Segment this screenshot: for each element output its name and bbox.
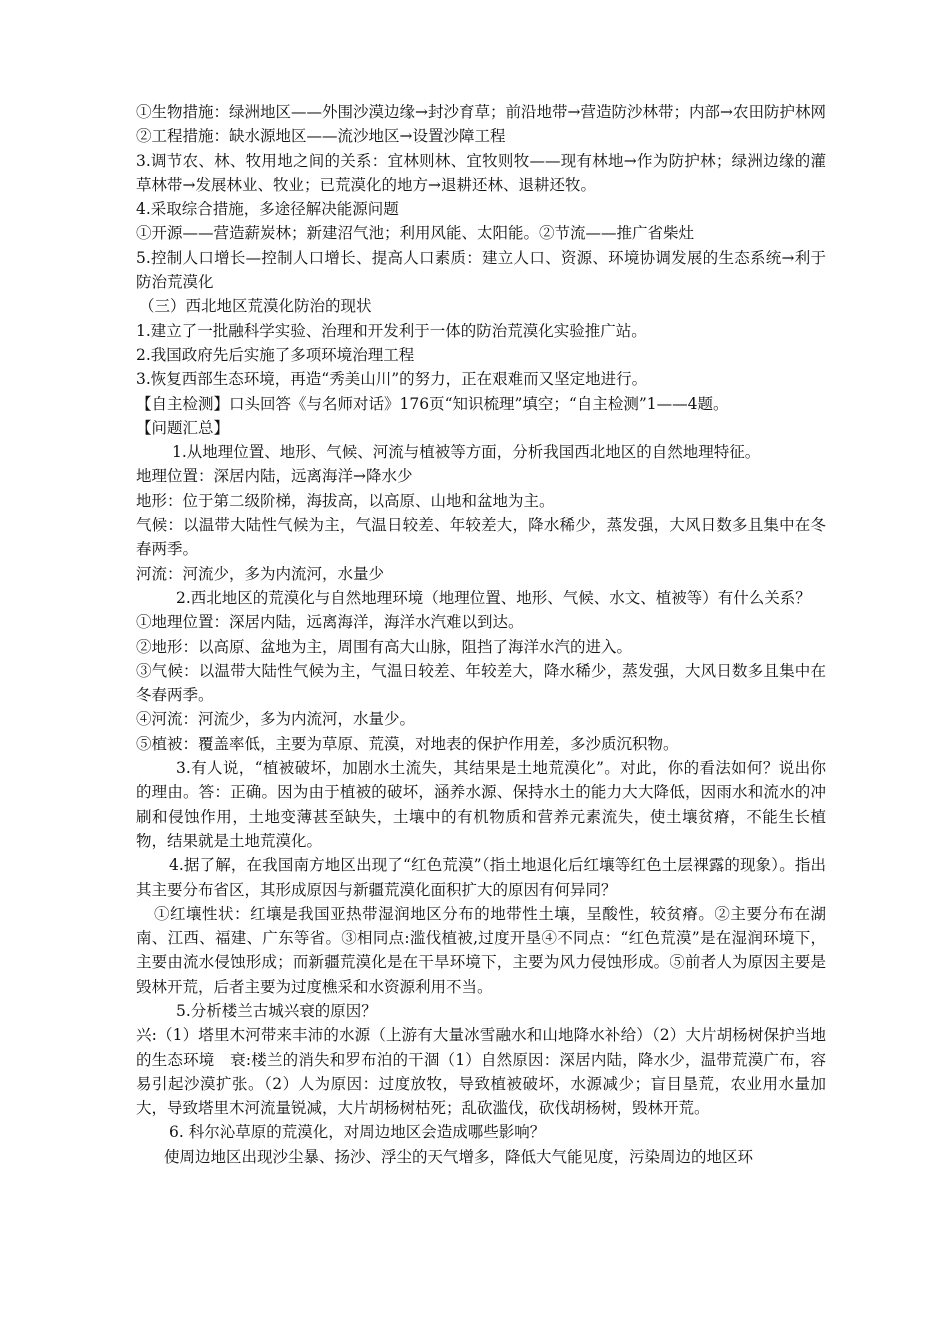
paragraph-3: 4.采取综合措施，多途径解决能源问题 (136, 200, 399, 219)
paragraph-25: ①红壤性状：红壤是我国亚热带湿润地区分布的地带性土壤，呈酸性，较贫瘠。②主要分布在湖南、江西、福建、广东等省。③相同点:滥伐植被,过度开垦④不同点：“红色荒漠”是在湿润环境下，主要由流水侵蚀形成；而新疆荒漠化是在干旱环境下，主要为风力侵蚀形成。⑤前者人为原因主要是毁林开荒，后者主要为过度樵采和水资源利用不当。 (136, 904, 826, 996)
paragraph-8: 2.我国政府先后实施了多项环境治理工程 (136, 345, 415, 364)
paragraph-10: 【自主检测】口头回答《与名师对话》176页“知识梳理”填空；“自主检测”1——4题。 (136, 394, 729, 413)
paragraph-4: ①开源——营造薪炭林；新建沼气池；利用风能、太阳能。②节流——推广省柴灶 (136, 224, 695, 243)
paragraph-24: 4.据了解，在我国南方地区出现了“红色荒漠”（指土地退化后红壤等红色土层裸露的现象）。指出其主要分布省区，其形成原因与新疆荒漠化面积扩大的原因有何异同？ (136, 856, 826, 899)
paragraph-19: ②地形：以高原、盆地为主，周围有高大山脉，阻挡了海洋水汽的进入。 (136, 637, 633, 656)
paragraph-29: 使周边地区出现沙尘暴、扬沙、浮尘的天气增多，降低大气能见度，污染周边的地区环 (164, 1147, 754, 1166)
paragraph-12: 1.从地理位置、地形、气候、河流与植被等方面，分析我国西北地区的自然地理特征。 (172, 443, 761, 462)
paragraph-1: ①生物措施：绿洲地区——外围沙漠边缘→封沙育草；前沿地带→营造防沙林带；内部→农田防护林网②工程措施：缺水源地区——流沙地区→设置沙障工程 (136, 103, 826, 146)
paragraph-18: ①地理位置：深居内陆，远离海洋，海洋水汽难以到达。 (136, 613, 524, 632)
paragraph-16: 河流：河流少，多为内流河，水量少 (136, 564, 385, 583)
paragraph-7: 1.建立了一批融科学实验、治理和开发利于一体的防治荒漠化实验推广站。 (136, 321, 647, 340)
paragraph-2: 3.调节农、林、牧用地之间的关系：宜林则林、宜牧则牧——现有林地→作为防护林；绿洲边缘的灌草林带→发展林业、牧业；已荒漠化的地方→退耕还林、退耕还牧。 (136, 151, 826, 194)
paragraph-9: 3.恢复西部生态环境，再造“秀美山川”的努力，正在艰难而又坚定地进行。 (136, 370, 648, 389)
paragraph-28: 6. 科尔沁草原的荒漠化，对周边地区会造成哪些影响？ (169, 1123, 546, 1142)
document-body (136, 100, 826, 1169)
paragraph-15: 气候：以温带大陆性气候为主，气温日较差、年较差大，降水稀少，蒸发强，大风日数多且集中在冬春两季。 (136, 516, 826, 559)
paragraph-22: ⑤植被：覆盖率低，主要为草原、荒漠，对地表的保护作用差，多沙质沉积物。 (136, 734, 679, 753)
paragraph-6: （三）西北地区荒漠化防治的现状 (139, 297, 372, 316)
paragraph-17: 2.西北地区的荒漠化与自然地理环境（地理位置、地形、气候、水文、植被等）有什么关系？ (176, 588, 811, 607)
paragraph-26: 5.分析楼兰古城兴衰的原因？ (176, 1001, 377, 1020)
paragraph-20: ③气候：以温带大陆性气候为主，气温日较差、年较差大，降水稀少，蒸发强，大风日数多且集中在冬春两季。 (136, 661, 826, 705)
paragraph-5: 5.控制人口增长—控制人口增长、提高人口素质：建立人口、资源、环境协调发展的生态系统→利于防治荒漠化 (136, 248, 826, 292)
paragraph-23: 3.有人说，“植被破坏，加剧水土流失，其结果是土地荒漠化”。对此，你的看法如何？说出你的理由。答：正确。因为由于植被的破坏，涵养水源、保持水土的能力大大降低，因雨水和流水的冲刷和侵蚀作用，土地变薄甚至缺失，土壤中的有机物质和营养元素流失，使土壤贫瘠，不能生长植物，结果就是土地荒漠化。 (136, 759, 826, 850)
paragraph-14: 地形：位于第二级阶梯，海拔高，以高原、山地和盆地为主。 (136, 491, 555, 510)
paragraph-21: ④河流：河流少，多为内流河，水量少。 (136, 710, 416, 729)
paragraph-13: 地理位置：深居内陆，远离海洋→降水少 (136, 467, 413, 486)
paragraph-11: 【问题汇总】 (136, 418, 230, 437)
paragraph-27: 兴:（1）塔里木河带来丰沛的水源（上游有大量冰雪融水和山地降水补给）（2）大片胡杨树保护当地的生态环境 衰:楼兰的消失和罗布泊的干涸（1）自然原因：深居内陆，降水少，温带荒漠广布，容易引起沙漠扩张。（2）人为原因：过度放牧，导致植被破坏，水源减少；盲目垦荒，农业用水量加大，导致塔里木河流量锐减，大片胡杨树枯死；乱砍滥伐，砍伐胡杨树，毁林开荒。 (136, 1026, 826, 1118)
